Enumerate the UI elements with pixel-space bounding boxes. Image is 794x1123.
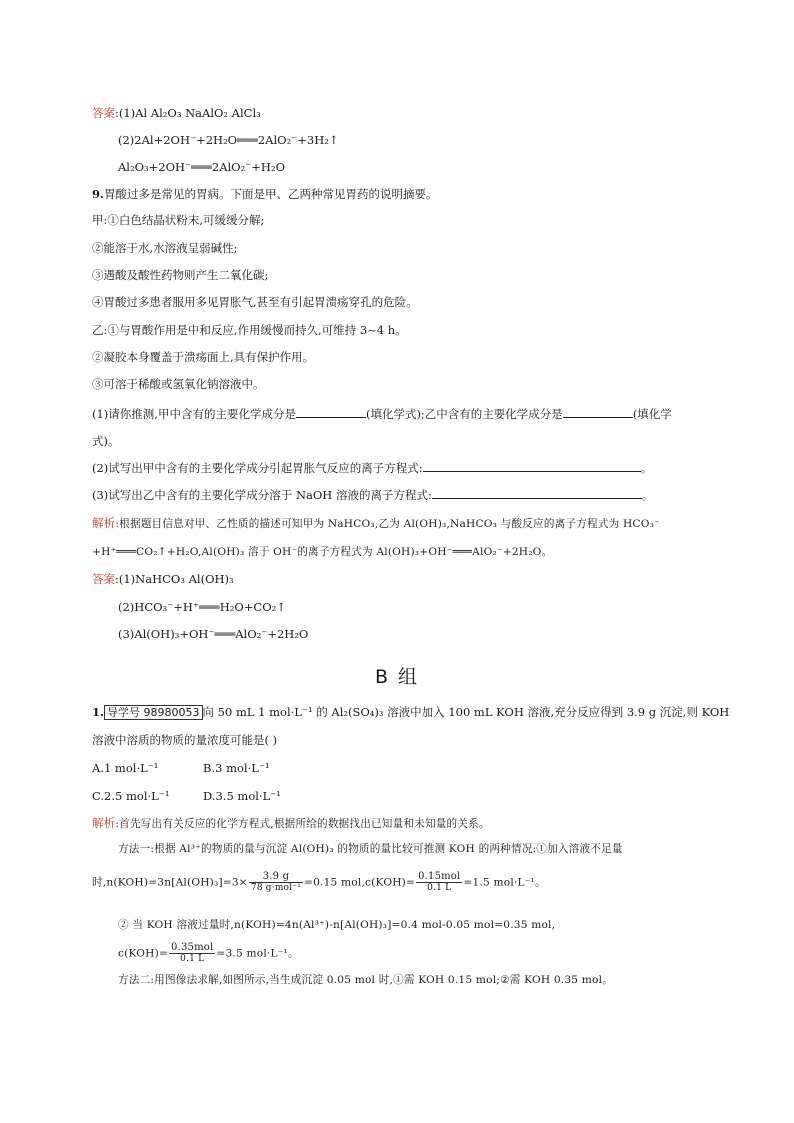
answer-blank[interactable]: [423, 459, 641, 472]
q1-option-b: B.3 mol·L⁻¹: [203, 761, 270, 775]
q9-jia-2: ②能溶于水,水溶液呈弱碱性;: [92, 241, 238, 255]
answer-line-3: Al₂O₃+2OH⁻═══2AlO₂⁻+H₂O: [118, 160, 285, 174]
answer-line-1: [92, 104, 261, 122]
q9-analysis-line-2: +H⁺═══CO₂↑+H₂O,Al(OH)₃ 溶于 OH⁻的离子方程式为 Al(OH)₃+OH⁻═══AlO₂⁻+2H₂O。: [92, 546, 553, 558]
q9-number: 9.: [92, 187, 105, 201]
answer-blank[interactable]: [296, 405, 366, 418]
q9-stem: 9.胃酸过多是常见的胃病。下面是甲、乙两种常见胃药的说明摘要。: [92, 187, 438, 201]
q9-answer-line-2: (2)HCO₃⁻+H⁺═══H₂O+CO₂↑: [118, 600, 286, 614]
answer-line-2: (2)2Al+2OH⁻+2H₂O═══2AlO₂⁻+3H₂↑: [118, 133, 339, 147]
q9-part-1: (1)请你推测,甲中含有的主要化学成分是 (填化学式);乙中含有的主要化学成分是 (填化学: [92, 407, 672, 421]
q1-method-1: 方法一:根据 Al³⁺的物质的量与沉淀 Al(OH)₃ 的物质的量比较可推测 KOH 的两种情况:①加入溶液不足量: [118, 843, 623, 855]
analysis-label: 解析: [92, 816, 116, 830]
q9-yi-2: ②凝胶本身覆盖于溃疡面上,具有保护作用。: [92, 350, 315, 364]
answer-label: 答案: [92, 572, 115, 586]
answer-blank[interactable]: [432, 486, 642, 499]
fraction: $\frac{\text{0.35mol}}{0.1 L}$: [171, 942, 214, 964]
q1-method-1-calc: 时,n(KOH)=3n[Al(OH)₃]=3× $\frac{3.9 g}{\text{78 g·mol⁻¹}}$ =0.15 mol,c(KOH)= $\frac{\text{0.15mol}}{0.1 L}$ =1.5 mol·L⁻¹。: [92, 871, 546, 893]
q9-jia-3: ③遇酸及酸性药物则产生二氧化碳;: [92, 268, 269, 282]
q1-analysis-line-1: 解析:首先写出有关反应的化学方程式,根据所给的数据找出已知量和未知量的关系。: [92, 816, 490, 830]
q1-option-d: D.3.5 mol·L⁻¹: [203, 789, 281, 803]
answer-label: 答案: [92, 106, 115, 120]
q9-part-2: (2)试写出甲中含有的主要化学成分引起胃胀气反应的离子方程式: 。: [92, 461, 653, 475]
q1-number: 1.: [92, 705, 105, 719]
fraction: $\frac{3.9 g}{\text{78 g·mol⁻¹}}$: [250, 871, 302, 893]
q9-analysis-line-1: 解析:根据题目信息对甲、乙性质的描述可知甲为 NaHCO₃,乙为 Al(OH)₃,NaHCO₃ 与酸反应的离子方程式为 HCO₃⁻: [92, 516, 660, 530]
analysis-label: 解析: [92, 516, 116, 530]
q9-yi-1: 乙:①与胃酸作用是中和反应,作用缓慢而持久,可维持 3~4 h。: [92, 323, 407, 337]
q9-jia-1: 甲:①白色结晶状粉末,可缓缓分解;: [92, 213, 265, 227]
q9-yi-3: ③可溶于稀酸或氢氧化钠溶液中。: [92, 377, 265, 391]
fraction: $\frac{\text{0.15mol}}{0.1 L}$: [418, 871, 461, 893]
q9-answer-line-1: 答案:(1)NaHCO₃ Al(OH)₃: [92, 572, 234, 586]
q9-part-1-cont: 式)。: [92, 434, 120, 448]
q1-method-1-case-2-calc: c(KOH)= $\frac{\text{0.35mol}}{0.1 L}$ =3.5 mol·L⁻¹。: [118, 942, 299, 964]
guide-number-badge: 导学号 98980053: [104, 705, 203, 720]
q9-answer-line-3: (3)Al(OH)₃+OH⁻═══AlO₂⁻+2H₂O: [118, 627, 309, 641]
answer-blank[interactable]: [563, 405, 633, 418]
q1-stem-line-1: 1. 导学号 98980053 向 50 mL 1 mol·L⁻¹ 的 Al₂(SO₄)₃ 溶液中加入 100 mL KOH 溶液,充分反应得到 3.9 g 沉淀,则 KOH: [92, 705, 730, 719]
q1-stem-line-2: 溶液中溶质的物质的量浓度可能是( ): [92, 733, 278, 747]
q1-method-2: 方法二:用图像法求解,如图所示,当生成沉淀 0.05 mol 时,①需 KOH 0.15 mol;②需 KOH 0.35 mol。: [118, 974, 614, 986]
answer-text: :(1)Al Al₂O₃ NaAlO₂ AlCl₃: [115, 106, 261, 120]
q9-jia-4: ④胃酸过多患者服用多见胃胀气,甚至有引起胃溃疡穿孔的危险。: [92, 295, 418, 309]
section-title: B 组: [374, 666, 420, 688]
q1-method-1-case-2: ② 当 KOH 溶液过量时,n(KOH)=4n(Al³⁺)-n[Al(OH)₃]=0.4 mol-0.05 mol=0.35 mol,: [118, 919, 556, 931]
q1-option-c: C.2.5 mol·L⁻¹: [92, 789, 170, 803]
q1-option-a: A.1 mol·L⁻¹: [92, 761, 159, 775]
q9-part-3: (3)试写出乙中含有的主要化学成分溶于 NaOH 溶液的离子方程式: 。: [92, 488, 654, 502]
